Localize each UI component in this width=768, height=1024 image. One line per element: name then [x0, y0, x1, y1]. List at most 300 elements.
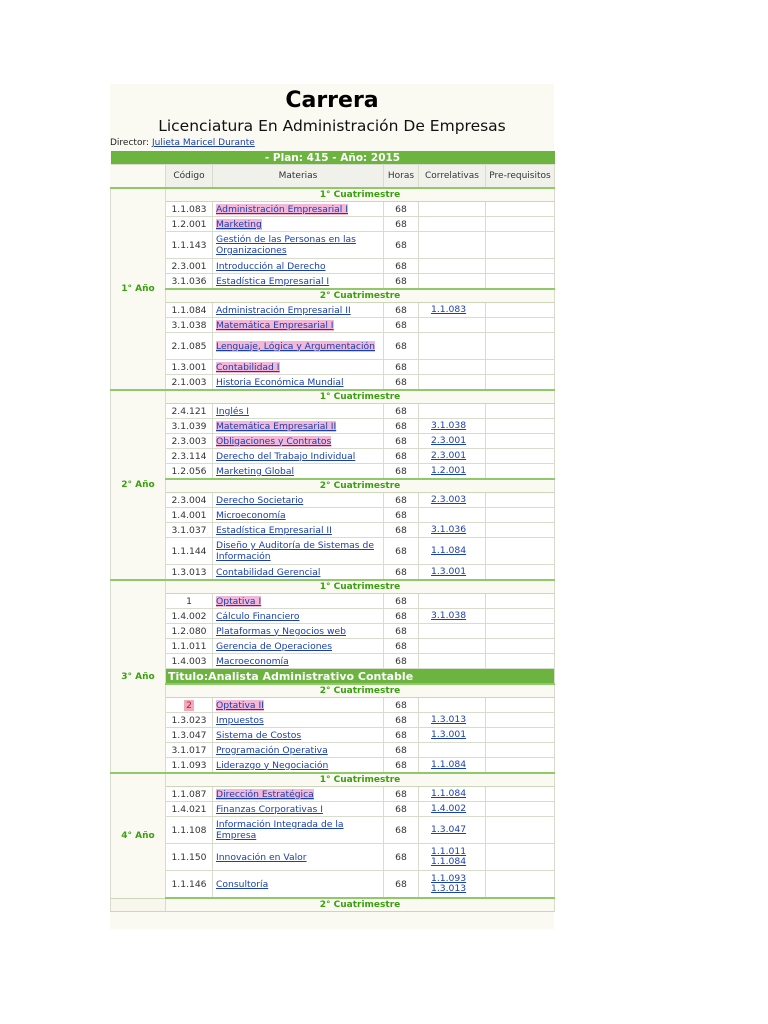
- subject-code: 1.1.108: [171, 824, 207, 836]
- subject-row: [111, 419, 555, 434]
- column-header-row: [111, 165, 555, 189]
- prerequisitos-cell: [486, 639, 555, 654]
- subject-row: [111, 523, 555, 538]
- subject-code-cell: [166, 232, 213, 259]
- cuatrimestre-row: [111, 773, 555, 787]
- column-header-prerequisitos: Pre-requisitos: [486, 165, 555, 189]
- prerequisitos-cell: [486, 594, 555, 609]
- prerequisitos-cell: [486, 449, 555, 464]
- correlativas-cell: [419, 419, 486, 434]
- prerequisitos-cell: [486, 217, 555, 232]
- year-label: 4° Año: [111, 773, 166, 898]
- subject-code-cell: [166, 565, 213, 581]
- correlativa-link[interactable]: 1.1.084: [431, 856, 467, 867]
- correlativa-link[interactable]: 1.3.013: [431, 714, 467, 725]
- prerequisitos-cell: [486, 728, 555, 743]
- subject-link[interactable]: Contabilidad I: [216, 361, 280, 373]
- correlativas-cell: [419, 654, 486, 669]
- subject-link[interactable]: Consultoría: [216, 878, 269, 890]
- subject-link[interactable]: Información Integrada de la Empresa: [216, 819, 344, 841]
- subject-link[interactable]: Estadística Empresarial I: [216, 275, 330, 287]
- subject-hours: 68: [384, 565, 419, 581]
- subject-name-cell: [213, 538, 384, 565]
- subject-code: 1.2.001: [171, 218, 207, 230]
- subject-hours: 68: [384, 202, 419, 217]
- subject-name-cell: [213, 713, 384, 728]
- cuatrimestre-row: [111, 289, 555, 303]
- correlativa-link[interactable]: 1.3.001: [431, 729, 467, 740]
- prerequisitos-cell: [486, 303, 555, 318]
- subject-hours: 68: [384, 404, 419, 419]
- prerequisitos-cell: [486, 404, 555, 419]
- prerequisitos-cell: [486, 274, 555, 290]
- year-cell-continuation: [111, 898, 166, 912]
- page-title: Carrera: [285, 88, 379, 113]
- correlativas-cell: [419, 232, 486, 259]
- subject-code-cell: [166, 787, 213, 802]
- subject-row: [111, 713, 555, 728]
- subject-code: 1.3.047: [171, 729, 207, 741]
- subject-link[interactable]: Microeconomía: [216, 509, 286, 521]
- prerequisitos-cell: [486, 360, 555, 375]
- subject-link[interactable]: Cálculo Financiero: [216, 610, 300, 622]
- subject-code-cell: [166, 274, 213, 290]
- subject-row: [111, 303, 555, 318]
- subject-row: [111, 787, 555, 802]
- subject-code: 1.2.056: [171, 465, 207, 477]
- subject-hours: 68: [384, 464, 419, 480]
- subject-code-cell: [166, 844, 213, 871]
- cuatrimestre-label: 2° Cuatrimestre: [166, 289, 555, 303]
- subject-row: [111, 698, 555, 713]
- subject-link[interactable]: Macroeconomía: [216, 655, 289, 667]
- year-label: 3° Año: [111, 580, 166, 773]
- subject-row: [111, 333, 555, 360]
- subject-code-cell: [166, 508, 213, 523]
- correlativa-link[interactable]: 3.1.038: [431, 610, 467, 621]
- cuatrimestre-label: 2° Cuatrimestre: [166, 684, 555, 698]
- cuatrimestre-row: [111, 390, 555, 404]
- subject-name-cell: [213, 609, 384, 624]
- correlativas-cell: [419, 787, 486, 802]
- subject-name-cell: [213, 419, 384, 434]
- cuatrimestre-label: 1° Cuatrimestre: [166, 580, 555, 594]
- subject-code: 2.3.114: [171, 450, 207, 462]
- subject-hours: 68: [384, 802, 419, 817]
- subject-name-cell: [213, 523, 384, 538]
- subject-link[interactable]: Matemática Empresarial II: [216, 420, 337, 432]
- cuatrimestre-label: 1° Cuatrimestre: [166, 390, 555, 404]
- subject-link[interactable]: Gerencia de Operaciones: [216, 640, 332, 652]
- subject-code-cell: [166, 259, 213, 274]
- subject-link[interactable]: Plataformas y Negocios web: [216, 625, 346, 637]
- cuatrimestre-label: 1° Cuatrimestre: [166, 773, 555, 787]
- subject-row: [111, 493, 555, 508]
- cuatrimestre-row: [111, 188, 555, 202]
- subject-row: [111, 508, 555, 523]
- subject-row: [111, 360, 555, 375]
- prerequisitos-cell: [486, 508, 555, 523]
- correlativa-link[interactable]: 2.3.001: [431, 450, 467, 461]
- subject-code: 2.1.003: [171, 376, 207, 388]
- correlativa-link[interactable]: 1.1.083: [431, 304, 467, 315]
- subject-name-cell: [213, 871, 384, 899]
- correlativa-link[interactable]: 1.1.084: [431, 545, 467, 556]
- correlativas-cell: [419, 449, 486, 464]
- correlativas-cell: [419, 817, 486, 844]
- career-sheet: [110, 84, 554, 929]
- titulo-label: Titulo:Analista Administrativo Contable: [166, 669, 555, 685]
- subject-name-cell: [213, 274, 384, 290]
- subject-link[interactable]: Derecho Societario: [216, 494, 304, 506]
- correlativas-cell: [419, 202, 486, 217]
- subject-code: 1.3.001: [171, 361, 207, 373]
- correlativas-cell: [419, 609, 486, 624]
- prerequisitos-cell: [486, 817, 555, 844]
- subject-code-cell: [166, 217, 213, 232]
- cuatrimestre-label: 2° Cuatrimestre: [166, 898, 555, 912]
- correlativa-link[interactable]: 2.3.003: [431, 494, 467, 505]
- subject-row: [111, 434, 555, 449]
- subject-row: [111, 654, 555, 669]
- subject-code: 1.2.080: [171, 625, 207, 637]
- subject-hours: 68: [384, 594, 419, 609]
- subject-name-cell: [213, 654, 384, 669]
- subject-code: 3.1.038: [171, 319, 207, 331]
- correlativa-link[interactable]: 1.4.002: [431, 803, 467, 814]
- correlativas-cell: [419, 303, 486, 318]
- subject-code-cell: [166, 758, 213, 774]
- subject-link[interactable]: Matemática Empresarial I: [216, 319, 334, 331]
- prerequisitos-cell: [486, 232, 555, 259]
- director-label: Director:: [110, 138, 150, 148]
- prerequisitos-cell: [486, 713, 555, 728]
- subject-link[interactable]: Impuestos: [216, 714, 264, 726]
- subject-code-cell: [166, 871, 213, 899]
- subject-name-cell: [213, 594, 384, 609]
- subject-name-cell: [213, 743, 384, 758]
- correlativa-link[interactable]: 3.1.036: [431, 524, 467, 535]
- subject-hours: 68: [384, 360, 419, 375]
- prerequisitos-cell: [486, 654, 555, 669]
- subject-link[interactable]: Innovación en Valor: [216, 851, 307, 863]
- subject-row: [111, 609, 555, 624]
- subject-code-cell: [166, 419, 213, 434]
- subject-code-cell: [166, 434, 213, 449]
- subject-row: [111, 758, 555, 774]
- subject-code-cell: [166, 817, 213, 844]
- subject-code-cell: [166, 639, 213, 654]
- correlativa-link[interactable]: 1.3.013: [431, 883, 467, 894]
- subject-link[interactable]: Liderazgo y Negociación: [216, 759, 329, 771]
- subject-row: [111, 594, 555, 609]
- subject-name-cell: [213, 232, 384, 259]
- subject-code-cell: [166, 624, 213, 639]
- subject-code: 2: [186, 699, 192, 711]
- subject-row: [111, 844, 555, 871]
- correlativa-link[interactable]: 1.1.084: [431, 759, 467, 770]
- subject-link[interactable]: Estadística Empresarial II: [216, 524, 332, 536]
- correlativas-cell: [419, 639, 486, 654]
- correlativas-cell: [419, 404, 486, 419]
- subject-name-cell: [213, 360, 384, 375]
- director-line: [110, 137, 554, 149]
- subject-code: 1.4.002: [171, 610, 207, 622]
- subject-name-cell: [213, 318, 384, 333]
- prerequisitos-cell: [486, 758, 555, 774]
- subject-name-cell: [213, 217, 384, 232]
- subject-link[interactable]: Inglés I: [216, 405, 249, 417]
- subject-name-cell: [213, 333, 384, 360]
- subject-name-cell: [213, 464, 384, 480]
- correlativa-link[interactable]: 1.1.093: [431, 873, 467, 884]
- correlativa-link[interactable]: 1.3.047: [431, 824, 467, 835]
- subject-code-cell: [166, 318, 213, 333]
- column-header-correlativas: Correlativas: [419, 165, 486, 189]
- correlativas-cell: [419, 698, 486, 713]
- subject-hours: 68: [384, 743, 419, 758]
- subject-code: 1.1.150: [171, 851, 207, 863]
- subject-hours: 68: [384, 654, 419, 669]
- subject-hours: 68: [384, 787, 419, 802]
- plan-header-row: [111, 151, 555, 165]
- subject-code: 1.4.003: [171, 655, 207, 667]
- subject-code: 1.1.084: [171, 304, 207, 316]
- subject-row: [111, 639, 555, 654]
- subject-code-cell: [166, 713, 213, 728]
- subject-link[interactable]: Derecho del Trabajo Individual: [216, 450, 356, 462]
- subject-row: [111, 538, 555, 565]
- subject-link[interactable]: Marketing: [216, 218, 262, 230]
- prerequisitos-cell: [486, 871, 555, 899]
- correlativas-cell: [419, 624, 486, 639]
- subject-hours: 68: [384, 728, 419, 743]
- prerequisitos-cell: [486, 844, 555, 871]
- cuatrimestre-row: [111, 580, 555, 594]
- year-label: 1° Año: [111, 188, 166, 390]
- subject-hours: 68: [384, 449, 419, 464]
- prerequisitos-cell: [486, 565, 555, 581]
- subject-hours: 68: [384, 274, 419, 290]
- subject-name-cell: [213, 802, 384, 817]
- correlativas-cell: [419, 375, 486, 391]
- subject-code-cell: [166, 698, 213, 713]
- subject-hours: 68: [384, 871, 419, 899]
- director-link[interactable]: Julieta Maricel Durante: [152, 138, 255, 148]
- correlativas-cell: [419, 523, 486, 538]
- subject-hours: 68: [384, 375, 419, 391]
- subject-code-cell: [166, 802, 213, 817]
- correlativas-cell: [419, 871, 486, 899]
- subject-link[interactable]: Gestión de las Personas en las Organizaciones: [216, 234, 356, 256]
- subject-link[interactable]: Obligaciones y Contratos: [216, 435, 332, 447]
- subject-code: 2.3.003: [171, 435, 207, 447]
- prerequisitos-cell: [486, 333, 555, 360]
- subject-link[interactable]: Lenguaje, Lógica y Argumentación: [216, 340, 375, 352]
- subject-hours: 68: [384, 758, 419, 774]
- subject-row: [111, 318, 555, 333]
- subject-name-cell: [213, 565, 384, 581]
- subject-name-cell: [213, 259, 384, 274]
- subject-code-cell: [166, 449, 213, 464]
- subject-link[interactable]: Marketing Global: [216, 465, 295, 477]
- correlativas-cell: [419, 434, 486, 449]
- subject-code: 2.4.121: [171, 405, 207, 417]
- subject-row: [111, 274, 555, 290]
- subject-hours: 68: [384, 713, 419, 728]
- subject-hours: 68: [384, 493, 419, 508]
- subject-row: [111, 728, 555, 743]
- prerequisitos-cell: [486, 698, 555, 713]
- correlativas-cell: [419, 538, 486, 565]
- subject-code: 3.1.039: [171, 420, 207, 432]
- prerequisitos-cell: [486, 538, 555, 565]
- titulo-row: [111, 669, 555, 685]
- cuatrimestre-label: 1° Cuatrimestre: [166, 188, 555, 202]
- subject-hours: 68: [384, 817, 419, 844]
- prerequisitos-cell: [486, 375, 555, 391]
- subject-name-cell: [213, 758, 384, 774]
- subject-code-cell: [166, 609, 213, 624]
- subject-code: 1.3.023: [171, 714, 207, 726]
- plan-label: - Plan: 415 - Año: 2015: [111, 151, 555, 165]
- cuatrimestre-label: 2° Cuatrimestre: [166, 479, 555, 493]
- correlativas-cell: [419, 594, 486, 609]
- subject-name-cell: [213, 844, 384, 871]
- correlativas-cell: [419, 508, 486, 523]
- correlativas-cell: [419, 743, 486, 758]
- subject-code: 3.1.037: [171, 524, 207, 536]
- subject-row: [111, 404, 555, 419]
- prerequisitos-cell: [486, 609, 555, 624]
- subject-code-cell: [166, 360, 213, 375]
- correlativa-link[interactable]: 1.1.084: [431, 788, 467, 799]
- subject-hours: 68: [384, 609, 419, 624]
- subject-link[interactable]: Finanzas Corporativas I: [216, 803, 323, 815]
- subject-code: 1.3.013: [171, 566, 207, 578]
- correlativas-cell: [419, 758, 486, 774]
- subject-row: [111, 743, 555, 758]
- subject-hours: 68: [384, 303, 419, 318]
- subject-code: 3.1.017: [171, 744, 207, 756]
- subject-code: 2.1.085: [171, 340, 207, 352]
- correlativas-cell: [419, 713, 486, 728]
- subject-name-cell: [213, 817, 384, 844]
- correlativa-link[interactable]: 2.3.001: [431, 435, 467, 446]
- subject-code-cell: [166, 728, 213, 743]
- subject-hours: 68: [384, 232, 419, 259]
- correlativa-link[interactable]: 1.3.001: [431, 566, 467, 577]
- prerequisitos-cell: [486, 743, 555, 758]
- subject-code-cell: [166, 464, 213, 480]
- subject-link[interactable]: Administración Empresarial I: [216, 203, 348, 215]
- subject-link[interactable]: Sistema de Costos: [216, 729, 302, 741]
- correlativa-link[interactable]: 1.2.001: [431, 465, 467, 476]
- subject-code-cell: [166, 202, 213, 217]
- career-name: Licenciatura En Administración De Empresas: [158, 117, 506, 135]
- correlativas-cell: [419, 565, 486, 581]
- subject-code: 1.1.146: [171, 878, 207, 890]
- subject-hours: 68: [384, 844, 419, 871]
- subject-link[interactable]: Diseño y Auditoría de Sistemas de Información: [216, 540, 374, 562]
- subject-hours: 68: [384, 624, 419, 639]
- subject-name-cell: [213, 493, 384, 508]
- correlativas-cell: [419, 360, 486, 375]
- correlativas-cell: [419, 464, 486, 480]
- subject-code: 2.3.004: [171, 494, 207, 506]
- correlativas-cell: [419, 333, 486, 360]
- subject-link[interactable]: Optativa II: [216, 699, 264, 711]
- subject-hours: 68: [384, 508, 419, 523]
- cuatrimestre-row: [111, 898, 555, 912]
- prerequisitos-cell: [486, 419, 555, 434]
- subject-link[interactable]: Administración Empresarial II: [216, 304, 351, 316]
- correlativas-cell: [419, 493, 486, 508]
- subject-row: [111, 217, 555, 232]
- correlativas-cell: [419, 274, 486, 290]
- subject-code-cell: [166, 375, 213, 391]
- subject-link[interactable]: Historia Económica Mundial: [216, 376, 344, 388]
- subject-name-cell: [213, 728, 384, 743]
- subject-row: [111, 871, 555, 899]
- subject-code-cell: [166, 654, 213, 669]
- subject-hours: 68: [384, 523, 419, 538]
- prerequisitos-cell: [486, 624, 555, 639]
- prerequisitos-cell: [486, 434, 555, 449]
- subject-link[interactable]: Programación Operativa: [216, 744, 328, 756]
- subject-hours: 68: [384, 318, 419, 333]
- subject-code: 1: [186, 595, 192, 607]
- column-header-codigo: Código: [166, 165, 213, 189]
- correlativas-cell: [419, 217, 486, 232]
- plan-table: [110, 151, 555, 912]
- subject-name-cell: [213, 404, 384, 419]
- prerequisitos-cell: [486, 523, 555, 538]
- year-label: 2° Año: [111, 390, 166, 580]
- subject-code-cell: [166, 333, 213, 360]
- correlativas-cell: [419, 802, 486, 817]
- subject-hours: 68: [384, 698, 419, 713]
- prerequisitos-cell: [486, 259, 555, 274]
- subject-link[interactable]: Introducción al Derecho: [216, 260, 326, 272]
- correlativa-link[interactable]: 3.1.038: [431, 420, 467, 431]
- subject-row: [111, 232, 555, 259]
- subject-link[interactable]: Contabilidad Gerencial: [216, 566, 321, 578]
- subject-name-cell: [213, 449, 384, 464]
- subject-code: 1.1.143: [171, 239, 207, 251]
- subject-hours: 68: [384, 333, 419, 360]
- subject-code: 1.1.087: [171, 788, 207, 800]
- subject-code: 1.1.011: [171, 640, 207, 652]
- subject-name-cell: [213, 698, 384, 713]
- subject-hours: 68: [384, 538, 419, 565]
- correlativas-cell: [419, 728, 486, 743]
- prerequisitos-cell: [486, 493, 555, 508]
- subject-row: [111, 802, 555, 817]
- subject-name-cell: [213, 624, 384, 639]
- subject-link[interactable]: Optativa I: [216, 595, 262, 607]
- subject-link[interactable]: Dirección Estratégica: [216, 788, 314, 800]
- prerequisitos-cell: [486, 202, 555, 217]
- subject-code: 1.1.144: [171, 545, 207, 557]
- subject-hours: 68: [384, 259, 419, 274]
- subject-code-cell: [166, 594, 213, 609]
- correlativa-link[interactable]: 1.1.011: [431, 846, 467, 857]
- subject-name-cell: [213, 303, 384, 318]
- subject-row: [111, 817, 555, 844]
- subject-hours: 68: [384, 419, 419, 434]
- subject-code: 1.1.093: [171, 759, 207, 771]
